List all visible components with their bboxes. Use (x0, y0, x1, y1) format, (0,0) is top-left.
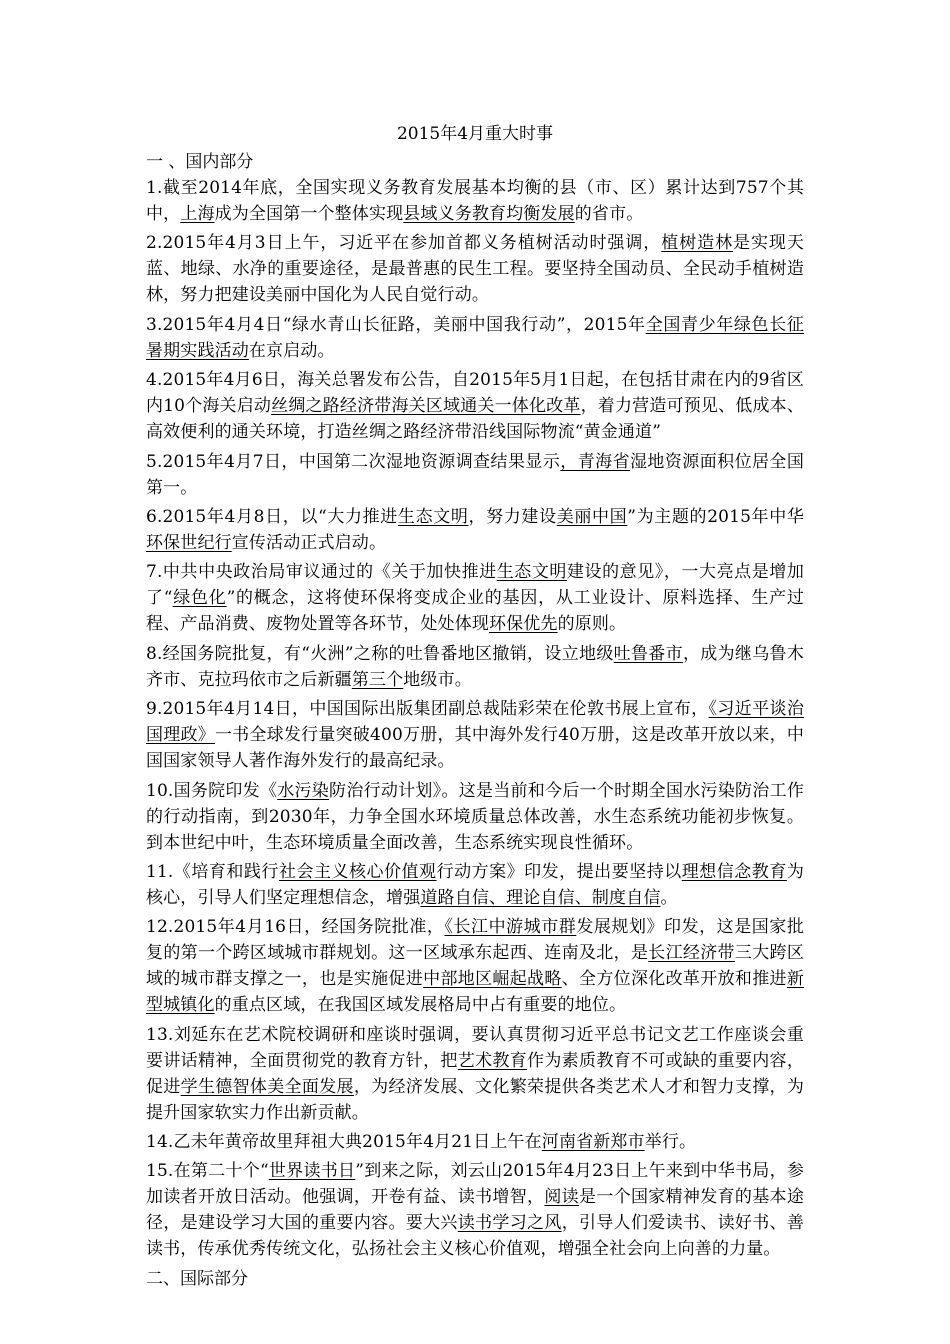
underlined-keyword: 美丽中国 (556, 506, 628, 527)
underlined-keyword: 丝绸之路经济带海关区域通关一体化改革 (271, 396, 581, 417)
underlined-keyword: 环保世纪行 (146, 532, 232, 553)
item-text: 9.2015年4月14日，中国国际出版集团副总裁陆彩荣在伦敦书展上宣布， (146, 699, 709, 720)
item-text: 的原则。 (557, 614, 627, 635)
item-text: 13.刘延东在艺术院校调研和座谈时强调，要认真贯彻习近平总书记文艺工作座谈会重要讲话精神，全面贯彻党的教育方针，把 (146, 1024, 804, 1071)
item-text: 湿地资源面积位居全国第一。 (146, 451, 804, 498)
news-item (146, 230, 804, 308)
underlined-keyword: 全国青少年绿色长征暑期实践活动 (146, 314, 804, 361)
underlined-keyword: 理想信念教育 (681, 861, 787, 882)
underlined-keyword: ，青海省 (560, 451, 630, 472)
underlined-keyword: 第三个 (351, 669, 404, 690)
underlined-keyword: 河南省新郑市 (541, 1132, 645, 1153)
item-text: 12.2015年4月16日，经国务院批准， (146, 917, 445, 938)
news-item (146, 778, 804, 856)
news-item (146, 914, 804, 1018)
item-text: 10.国务院印发《 (146, 780, 278, 801)
underlined-keyword: 植树造林 (661, 233, 734, 254)
item-text: 在京启动。 (248, 340, 335, 361)
section-heading-domestic: 一 、国内部分 (146, 152, 254, 172)
item-text: ”到来之际，刘云山2015年4月23日上午来到中华书局，参加读者开放日活动。他强调，开卷有益、读书增智， (146, 1161, 804, 1208)
news-item (146, 559, 804, 637)
item-text: ，成为继乌鲁木齐市、克拉玛依市之后新疆 (146, 643, 804, 690)
item-text: 15.在第二十个“ (146, 1161, 269, 1182)
item-text: 1.截至2014年底，全国实现义务教育发展基本均衡的县（市、区）累计达到757个其中， (146, 178, 804, 224)
news-item (146, 175, 804, 227)
news-item (146, 1129, 804, 1155)
item-text: ，为经济发展、文化繁荣提供各类艺术人才和智力支撑，为提升国家软实力作出新贡献。 (146, 1076, 804, 1123)
underlined-keyword: 学生德智体美全面发展 (180, 1076, 354, 1097)
item-text: 5.2015年4月7日，中国第二次湿地资源调查结果显示 (146, 451, 561, 472)
item-text: 举行。 (644, 1132, 697, 1153)
item-text: 为核心，引导人们坚定理想信念，增强 (146, 861, 804, 908)
news-item (146, 859, 804, 911)
underlined-keyword: 新型城镇化 (146, 969, 805, 1016)
news-item (146, 1158, 804, 1262)
item-text: ，着力营造可预见、低成本、高效便利的通关环境，打造丝绸之路经济带沿线国际物流“黄金通道” (146, 396, 804, 443)
item-text: 3.2015年4月4日“绿水青山长征路，美丽中国我行动”，2015年 (146, 314, 646, 335)
item-text: ，引导人们爱读书、读好书、善读书，传承优秀传统文化，弘扬社会主义核心价值观，增强全社会向上向善的力量。 (146, 1213, 804, 1260)
item-text: 三大跨区域的城市群支撑之一，也是实施促进 (146, 943, 805, 990)
underlined-keyword: 社会主义核心价值观 (278, 861, 437, 882)
item-text: 防治行动计划》。这是当前和今后一个时期全国水污染防治工作的行动指南，到2030年，力争全国水环境质量总体改善，水生态系统功能初步恢复。到本世纪中叶，生态环境质量全面改善，生态系统实现良性循环。 (146, 780, 804, 853)
item-text: 行动方案》印发，提出要坚持以 (436, 861, 682, 882)
item-text: 、全方位深化改革开放和推进 (561, 969, 787, 990)
underlined-keyword: 中部地区崛起战略 (423, 969, 562, 990)
section-heading-international: 二、国际部分 (146, 1268, 248, 1289)
underlined-keyword: 吐鲁番市 (613, 643, 683, 664)
item-text: 作为素质教育不可或缺的重要内容，促进 (146, 1050, 804, 1097)
item-text: 2.2015年4月3日上午，习近平在参加首都义务植树活动时强调， (146, 233, 662, 254)
item-text: 的省市。 (574, 204, 644, 224)
underlined-keyword: 世界读书日 (268, 1161, 356, 1182)
news-item (146, 696, 804, 774)
underlined-keyword: 生态文明 (496, 562, 567, 583)
item-text: 11.《培育和践行 (146, 861, 279, 882)
underlined-keyword: 生态文明 (397, 506, 469, 527)
item-text: 。 (660, 887, 678, 908)
item-text: 的重点区域，在我国区域发展格局中占有重要的地位。 (214, 995, 627, 1016)
item-text: 是一个国家精神发育的基本途径，是建设学习大国的重要内容。要大兴 (146, 1187, 804, 1234)
underlined-keyword: 长江经济带 (648, 943, 735, 964)
item-text: 是实现天蓝、地绿、水净的重要途径，是最普惠的民生工程。要坚持全国动员、全民动手植树造林，努力把建设美丽中国化为人民自觉行动。 (146, 233, 804, 306)
item-text: 4.2015年4月6日，海关总署发布公告，自2015年5月1日起，在包括甘肃在内的9省区内10个海关启动 (146, 370, 804, 417)
underlined-keyword: 阅读 (544, 1187, 579, 1208)
news-item (146, 312, 804, 364)
underlined-keyword: 《长江中游城市群 (444, 917, 577, 938)
item-text: ”为主题的2015年中华 (627, 506, 804, 527)
underlined-keyword: 水污染 (277, 780, 330, 801)
item-text: 建设的意见》，一大亮点是增加了“ (146, 562, 804, 609)
news-item (146, 449, 804, 501)
item-text: ”的概念，这将使环保将变成企业的基因，从工业设计、原料选择、生产过程、产品消费、废物处置等各环节，处处体现 (146, 588, 805, 635)
item-text: 14.乙未年黄帝故里拜祖大典2015年4月21日上午在 (146, 1132, 542, 1153)
item-text: ，努力建设 (468, 506, 557, 527)
document-title: 2015年4月重大时事 (396, 124, 554, 144)
news-item (146, 367, 804, 445)
news-item (146, 641, 804, 693)
item-text: 宣传活动正式启动。 (231, 532, 387, 553)
item-text: 发展规划》印发，这是国家批复的第一个跨区域城市群规划。这一区域承东起西、连南及北，是 (146, 917, 805, 964)
underlined-keyword: 环保优先 (489, 614, 558, 635)
news-item (146, 504, 804, 556)
item-text: 成为全国第一个整体实现 (214, 204, 404, 224)
item-text: 8.经国务院批复，有“火洲”之称的吐鲁番地区撤销，设立地级 (146, 643, 614, 664)
news-item (146, 1022, 804, 1126)
underlined-keyword: 读书学习之风 (457, 1213, 562, 1234)
item-text: 6.2015年4月8日，以“大力推进 (146, 506, 398, 527)
underlined-keyword: 艺术教育 (457, 1050, 528, 1071)
underlined-keyword: 县域义务教育均衡发展 (403, 204, 575, 224)
underlined-keyword: 绿色化 (172, 588, 227, 609)
item-text: 一书全球发行量突破400万册，其中海外发行40万册，这是改革开放以来，中国国家领导人著作海外发行的最高纪录。 (146, 725, 804, 772)
underlined-keyword: 上海 (180, 204, 215, 224)
item-text: 7.中共中央政治局审议通过的《关于加快推进 (146, 562, 497, 583)
item-text: 地级市。 (403, 669, 472, 690)
underlined-keyword: 《习近平谈治国理政》 (146, 699, 804, 746)
underlined-keyword: 道路自信、理论自信、制度自信 (420, 887, 661, 908)
news-item-list (146, 175, 804, 1262)
